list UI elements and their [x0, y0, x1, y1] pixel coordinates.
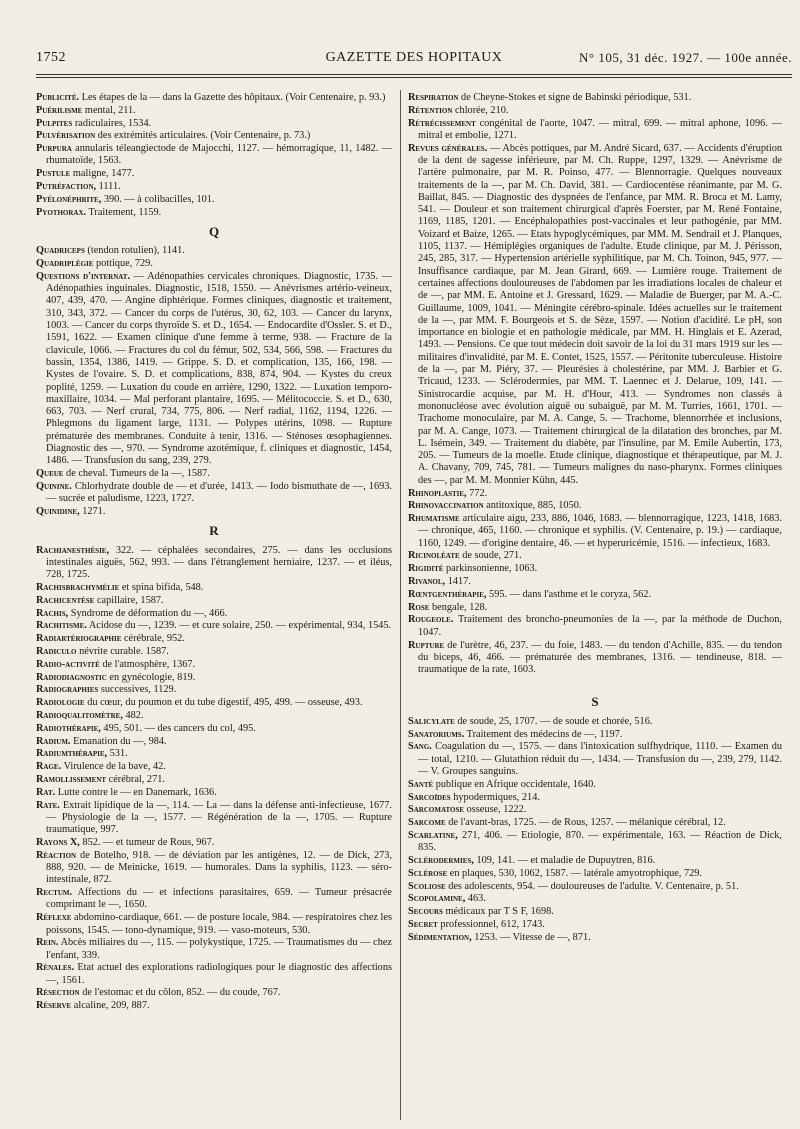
index-entry	[36, 582, 392, 594]
entry-text: bengale, 128.	[429, 601, 488, 613]
entry-text: de cheval. Tumeurs de la —, 1587.	[63, 468, 210, 480]
index-entry	[36, 92, 392, 104]
entry-text: 495, 501. — des cancers du col, 495.	[100, 722, 256, 734]
entry-headword: Rachis,	[36, 607, 69, 619]
entry-text: en gynécologie, 819.	[106, 671, 196, 683]
index-entry	[36, 736, 392, 748]
entry-headword: Rage.	[36, 761, 62, 773]
entry-headword: Secours	[408, 906, 443, 918]
entry-text: mental, 211.	[82, 104, 136, 116]
entry-text: Emanation du —, 984.	[70, 735, 167, 747]
index-entry	[36, 506, 392, 518]
entry-headword: Rigidité	[408, 563, 444, 575]
entry-text: Les étapes de la — dans la Gazette des hôpitaux. (Voir Centenaire, p. 93.)	[79, 92, 386, 103]
index-entry	[36, 837, 392, 849]
index-entry	[408, 488, 782, 500]
entry-headword: Queue	[36, 468, 64, 480]
entry-headword: Réaction	[36, 849, 77, 861]
index-entry	[36, 684, 392, 696]
index-entry	[408, 105, 782, 117]
group-p	[36, 92, 392, 219]
index-entry	[36, 672, 392, 684]
index-entry	[36, 723, 392, 735]
entry-text: de soude, 271.	[459, 550, 522, 562]
entry-text: de l'urètre, 46, 237. — du foie, 1483. — du tendon d'Achille, 835. — du tendon du biceps, 46, 466. — prématurée des membranes, 1316. — tendineuse, 818. — traumatique de la rate, 1603.	[418, 639, 782, 676]
entry-text: Traitement des médecins de —, 1197.	[464, 728, 623, 740]
index-entry	[36, 761, 392, 773]
index-entry	[408, 830, 782, 855]
entry-headword: Rougeole.	[408, 614, 454, 626]
entry-text: de l'estomac et du côlon, 852. — du coude, 767.	[79, 987, 281, 999]
entry-text: annularis téleangiectode de Majocchi, 1127. — hémorragique, 11, 1482. — rhumatoïde, 1563.	[46, 143, 392, 167]
entry-headword: Radiographies	[36, 684, 99, 696]
entry-headword: Rénales.	[36, 962, 75, 974]
entry-headword: Rhumatisme	[408, 513, 460, 525]
entry-headword: Rœntgenthérapie,	[408, 588, 487, 600]
index-entry	[408, 500, 782, 512]
index-entry	[36, 748, 392, 760]
entry-text: cérébral, 271.	[106, 773, 165, 785]
index-entry	[408, 919, 782, 931]
entry-headword: Radio-activité	[36, 658, 100, 670]
entry-text: alcaline, 209, 887.	[71, 1000, 150, 1012]
index-entry	[36, 130, 392, 142]
entry-headword: Radiumthérapie,	[36, 748, 108, 760]
entry-text: Chlorhydrate double de — et d'urée, 1413. — Iodo bismuthate de —, 1693. — sucrée et paludisme, 1223, 1727.	[46, 480, 392, 505]
entry-headword: Quinine.	[36, 480, 72, 492]
index-entry	[408, 143, 782, 487]
entry-text: congénital de l'aorte, 1047. — mitral, 699. — mitral aphone, 1096. — mitral et embolie, 1271.	[418, 117, 782, 141]
entry-headword: Putréfaction,	[36, 181, 97, 193]
entry-headword: Réserve	[36, 1000, 72, 1012]
index-entry	[408, 893, 782, 905]
entry-text: 271, 406. — Etiologie, 870. — expérimentale, 163. — Réaction de Dick, 835.	[418, 829, 782, 854]
header-rule-double	[36, 77, 792, 78]
index-entry	[36, 774, 392, 786]
entry-text: professionnel, 612, 1743.	[437, 919, 545, 930]
index-entry	[36, 787, 392, 799]
entry-headword: Sang.	[408, 741, 432, 753]
group-s	[408, 716, 782, 944]
entry-headword: Ricinoléate	[408, 550, 460, 562]
entry-headword: Rétention	[408, 104, 453, 116]
index-entry	[408, 716, 782, 728]
entry-text: 772.	[466, 487, 488, 499]
group-q	[36, 245, 392, 518]
index-entry	[36, 181, 392, 193]
entry-text: Virulence de la bave, 42.	[61, 761, 166, 773]
entry-text: Abcès miliaires du —, 115. — polykystique, 1725. — Traumatismes du — chez l'enfant, 339.	[46, 937, 392, 961]
index-entry	[36, 937, 392, 962]
page-number: 1752	[36, 50, 66, 65]
index-entry	[36, 633, 392, 645]
index-entry	[408, 868, 782, 880]
index-entry	[408, 817, 782, 829]
entry-text: cérébrale, 952.	[121, 633, 185, 645]
journal-title: GAZETTE DES HOPITAUX	[325, 50, 503, 65]
entry-text: 595. — dans l'asthme et le coryza, 562.	[486, 588, 652, 600]
entry-headword: Réflexe	[36, 912, 72, 924]
index-entry	[408, 589, 782, 601]
entry-text: des extrémités articulaires. (Voir Centenaire, p. 73.)	[95, 130, 311, 142]
entry-text: des adolescents, 954. — douloureuses de l'adulte. V. Centenaire, p. 51.	[445, 880, 739, 892]
entry-text: 531.	[107, 748, 128, 760]
entry-headword: Ramollissement	[36, 773, 107, 785]
entry-headword: Résection	[36, 987, 80, 999]
entry-text: et spina bifida, 548.	[119, 581, 204, 593]
entry-headword: Sarcome	[408, 817, 446, 829]
entry-text: successives, 1129.	[98, 684, 177, 696]
index-entry	[36, 646, 392, 658]
entry-headword: Quinidine,	[36, 506, 80, 517]
index-entry	[408, 563, 782, 575]
index-entry	[36, 468, 392, 480]
entry-text: maligne, 1477.	[70, 168, 135, 180]
entry-text: pottique, 729.	[93, 258, 153, 270]
index-entry	[36, 987, 392, 999]
entry-headword: Pyothorax.	[36, 206, 87, 218]
entry-headword: Rachicentèse	[36, 594, 95, 606]
entry-text: parkinsonienne, 1063.	[443, 563, 538, 575]
entry-headword: Radiodiagnostic	[36, 671, 107, 683]
entry-headword: Rate.	[36, 799, 60, 811]
entry-text: 463.	[465, 893, 486, 905]
entry-headword: Rachitisme.	[36, 620, 87, 632]
entry-text: en plaques, 530, 1062, 1587. — latérale amyotrophique, 729.	[447, 867, 702, 879]
index-entry	[36, 207, 392, 219]
entry-text: hypodermiques, 214.	[450, 791, 540, 803]
entry-text: — Adénopathies cervicales chroniques. Diagnostic, 1735. — Adénopathies inguinales. Diagnostic, 1518, 1550. — Anévrismes artério-veineux, 407, 439, 470. — Angine diphtérique. Formes cliniques, diagnostic et traitement, 310, 343, 372. — Cancer du corps de l'utérus, 30, 62, 103. — Cancer du larynx, 1003. — Cancer du corps thyroïde S. et D., 1654. — Endocardite d'Ossler. S. et D., 1591, 1622. — Examen clinique d'une femme à terme, 938. — Fracture de la clavicule, 1066. — Fractures du col du fémur, 502, 534, 566, 598. — Fractures du bassin, 1354, 1386, 1419. — Grippe. S. D. et complication, 135, 166, 198. — Kystes de l'ovaire. S. D. et complications, 838, 874, 904. — Kystes du creux poplité, 1259. — Luxation du coude en arrière, 1290, 1322. — Luxation temporo-maxillaire, 1034. — Mal perforant plantaire, 1695. — Mélitococcie. S. et D., 630, 663, 703. — Nerf crural, 734, 775, 806. — Nerf radial, 1162, 1194, 1226. — Phlegmons du ligament large, 1131. — Polypes utérins, 1098. — Rupture prématurée des membranes. Conduite à tenir, 1316. — Sténoses œsophagiennes. Diagnostic des —, 970. — Syndrome azotémique, f. cliniques et diagnostic, 1454, 1486. — Transfusion du sang, 239, 279.	[46, 270, 392, 467]
entry-text: Lutte contre le — en Danemark, 1636.	[55, 786, 217, 798]
entry-text: osseuse, 1222.	[464, 804, 527, 816]
index-entry	[408, 602, 782, 614]
entry-headword: Scopolamine,	[408, 893, 466, 905]
entry-headword: Sédimentation,	[408, 931, 472, 943]
entry-text: de Botelho, 918. — de déviation par les antigènes, 12. — de Dick, 273, 888, 920. — de Meinicke, 1619. — humorales. Dans la syphilis, 1123. — séro-intestinale, 872.	[46, 849, 392, 886]
entry-text: chlorée, 210.	[452, 104, 509, 116]
entry-headword: Pulpites	[36, 117, 73, 129]
index-entry	[408, 614, 782, 639]
entry-text: névrite curable. 1587.	[76, 645, 169, 657]
index-entry	[408, 729, 782, 741]
index-entry	[36, 1000, 392, 1012]
entry-text: Extrait lipidique de la —, 114. — La — dans la défense anti-infectieuse, 1677. — Physiologie de la —, 1577. — Régénération de la —, 1705. — Rupture traumatique, 997.	[46, 799, 392, 836]
entry-headword: Radiculo	[36, 645, 77, 657]
entry-headword: Rhinovaccination	[408, 500, 484, 512]
index-entry	[408, 513, 782, 550]
index-entry	[408, 881, 782, 893]
entry-text: Acidose du —, 1239. — et cure solaire, 250. — expérimental, 934, 1545.	[86, 620, 392, 632]
entry-text: antitoxique, 885, 1050.	[483, 500, 582, 512]
entry-headword: Quadriplégie	[36, 258, 94, 270]
index-entry	[36, 850, 392, 887]
entry-headword: Sclérodermies,	[408, 855, 474, 867]
index-entry	[36, 887, 392, 912]
index-entry	[36, 620, 392, 632]
entry-headword: Rivanol,	[408, 576, 446, 588]
index-entry	[408, 804, 782, 816]
entry-headword: Pyélonéphrite,	[36, 193, 102, 205]
index-entry	[36, 659, 392, 671]
entry-headword: Salicylate	[408, 715, 455, 727]
entry-headword: Revues générales.	[408, 142, 488, 154]
index-entry	[36, 143, 392, 168]
entry-text: Syndrome de déformation du —, 466.	[68, 607, 228, 619]
entry-headword: Rein.	[36, 937, 59, 949]
entry-text: Affections du — et infections parasitaires, 659. — Tumeur présacrée comprimant le —, 1650.	[46, 887, 392, 911]
entry-text: de l'avant-bras, 1725. — de Rous, 1257. — mélanique cérébral, 12.	[445, 817, 726, 829]
entry-text: 322. — céphalées secondaires, 275. — dans les occlusions intestinales aiguës, 562, 993. — dans l'étranglement herniaire, 1237. — et iléus, 728, 1725.	[46, 544, 392, 581]
index-entry	[408, 550, 782, 562]
entry-headword: Pulvérisation	[36, 130, 96, 142]
entry-headword: Rhinoplastie,	[408, 487, 467, 499]
header-rule	[36, 74, 792, 75]
left-column	[36, 92, 392, 1013]
group-r	[36, 545, 392, 1013]
entry-headword: Publicité.	[36, 92, 80, 103]
entry-text: de Cheyne-Stokes et signe de Babinski périodique, 531.	[458, 92, 692, 103]
index-entry	[408, 906, 782, 918]
entry-text: de soude, 25, 1707. — de soude et chorée, 516.	[454, 715, 653, 727]
letter-heading-q: Q	[208, 223, 220, 239]
entry-headword: Rachianesthésie,	[36, 544, 110, 556]
entry-headword: Scoliose	[408, 880, 446, 892]
entry-text: abdomino-cardiaque, 661. — de posture locale, 984. — respiratoires chez les poissons, 1545. — tono-dynamique, 919. — vaso-moteurs, 530.	[46, 912, 392, 936]
entry-text: (tendon rotulien), 1141.	[84, 245, 185, 257]
entry-text: radiculaires, 1534.	[72, 117, 152, 129]
entry-headword: Quadriceps	[36, 245, 85, 257]
column-divider	[400, 90, 401, 1120]
issue-info: N° 105, 31 déc. 1927. — 100e année.	[579, 50, 792, 65]
letter-heading-r: R	[209, 523, 219, 539]
index-entry	[36, 608, 392, 620]
entry-headword: Rupture	[408, 639, 445, 651]
page-header	[36, 50, 792, 74]
entry-text: du cœur, du poumon et du tube digestif, 495, 499. — osseuse, 493.	[84, 697, 363, 709]
index-entry	[36, 245, 392, 257]
entry-headword: Radioqualitomètre,	[36, 709, 123, 721]
index-entry	[36, 912, 392, 937]
entry-text: 1417.	[445, 576, 471, 588]
entry-text: Etat actuel des explorations radiologiques pour le diagnostic des affections —, 1561.	[46, 962, 392, 986]
entry-text: Traitement, 1159.	[86, 206, 162, 218]
entry-headword: Sarcomatose	[408, 804, 465, 816]
entry-headword: Radium.	[36, 735, 71, 747]
entry-text: 109, 141. — et maladie de Dupuytren, 816.	[473, 855, 656, 867]
entry-text: 1111.	[96, 181, 121, 193]
entry-text: 852. — et tumeur de Rous, 967.	[79, 836, 215, 848]
right-column	[408, 92, 782, 945]
index-entry	[408, 640, 782, 677]
entry-headword: Santé	[408, 778, 434, 790]
entry-headword: Scarlatine,	[408, 829, 458, 841]
entry-headword: Radiartériographie	[36, 633, 122, 645]
index-entry	[36, 962, 392, 987]
entry-text: de l'atmosphère, 1367.	[99, 658, 196, 670]
entry-headword: Puérilisme	[36, 104, 83, 116]
entry-headword: Rose	[408, 601, 430, 613]
entry-text: Coagulation du —, 1575. — dans l'intoxication sulfhydrique, 1110. — Examen du — total, 1210. — Glutathion réduit du —, 1434. — Transfusion du —, 239, 279, 1142. — V. Groupes sanguins.	[418, 741, 782, 777]
entry-text: 482.	[122, 709, 144, 721]
index-entry	[408, 118, 782, 143]
index-entry	[408, 855, 782, 867]
index-entry	[408, 92, 782, 104]
entry-headword: Radiologie	[36, 697, 85, 709]
index-entry	[408, 792, 782, 804]
entry-headword: Rat.	[36, 786, 56, 798]
entry-headword: Rayons X,	[36, 836, 80, 848]
index-entry	[408, 741, 782, 778]
index-entry	[36, 194, 392, 206]
entry-headword: Sanatoriums.	[408, 728, 465, 740]
entry-headword: Rachisbrachymélie	[36, 581, 120, 593]
entry-text: articulaire aigu, 233, 886, 1046, 1683. — blennorragique, 1223, 1418, 1683. — chronique, 465, 1160. — chronique et syphilis. (V. Centenaire, p. 19.) — cardiaque, 1160, 1249. — d'origine dentaire, 46. — et hyperuricémie, 1516. — infectieux, 1683.	[418, 513, 782, 549]
index-entry	[408, 932, 782, 944]
index-entry	[36, 800, 392, 837]
index-entry	[408, 779, 782, 791]
entry-headword: Rétrécissement	[408, 117, 476, 129]
entry-text: 390. — à colibacilles, 101.	[101, 193, 215, 205]
index-entry	[36, 481, 392, 506]
letter-heading-s: S	[591, 694, 599, 710]
entry-text: 1253. — Vitesse de —, 871.	[471, 931, 591, 943]
index-entry	[36, 118, 392, 130]
index-entry	[36, 697, 392, 709]
entry-headword: Purpura	[36, 143, 72, 155]
entry-text: publique en Afrique occidentale, 1640.	[433, 778, 596, 790]
index-entry	[36, 105, 392, 117]
group-r-continued	[408, 92, 782, 676]
entry-text: — Abcès pottiques, par M. André Sicard, 637. — Accidents d'éruption de la dent de sagesse inférieure, par M. Ch. Ruppe, 1297, 1329. — Anévrisme de l'artère pulmonaire, par M. R. Poinso, 477. — Blennorragie. Quelques nouveaux traitements de la —, par M. Ch. David, 381. — Cardiocentèse réanimante, par M. G. Baillat, 845. — Diagnostic des dyspnées de l'enfance, par MM. R. Broca et M. Lamy, 541. — Douleur et son traitement chirurgical d'après Foerster, par M. René Fontaine, 1169, 1185, 1201. — Encéphalopathies post-vaccinales et leur pathogénie, par MM. Voizard et Baize, 1265. — Etats hypoglycémiques, par MM. M. Sendrail et J. Planques, 1105, 1137. — Hémiplégies organiques de l'adulte. Etude clinique, par M. J. Périsson, 245, 285, 317. — Hypertension artérielle syphilitique, par M. Ch. Toinon, 945, 977. — Insuffisance cardiaque, par M. Jean Girard, 669. — Lumière rouge. Traitement de certaines affections douloureuses de l'abdomen par les irradiations locales de chaleur et de —, par MM. E. Antoine et J. Gressard, 1629. — Maladie de Buerger, par M. A.-C. Guillaume, 1009, 1041. — Méningite cérébro-spinale. Idées actuelles sur le traitement de la —, par MM. F. Bourgeois et S. de Sèze, 1597. — Notion d'acidité. Le pH, son importance en biologie et en pathologie médicale, par MM. H. Hinglais et E. Azerad, 1493. — Pensions. Ce que tout médecin doit savoir de la loi du 31 mars 1919 sur les — militaires d'invalidité, par M. E. Contet, 1525, 1557. — Péritonite tuberculeuse. Histoire de la —, par M. Piéry, 37. — Pleurésies à cholestérine, par MM. J. Barbier et G. Tricaud, 1233. — Sclérodermies, par MM. T. Laennec et J. Delarue, 109, 141. — Sinistrocardie acquise, par M. H. d'Hour, 413. — Syndromes non classés à mononucléose avec évolution aiguë ou subaiguë, par M. M. Turries, 1661, 1701. — Trachome monoculaire, par M. A. Cange, 5. — Trachome, blennorrhée et inclusions, par M. A. Cange, 1073. — Traitement chirurgical de la dilatation des bronches, par M. L. Isémein, 349. — Traitement du diabète, par l'insuline, par M. Emile Aubertin, 173, 205. — Tumeurs de la moelle. Etude clinique, diagnostique et thérapeutique, par M. J. A. Chavany, 709, 745, 781. — Tumeurs malignes du naso-pharynx. Formes cliniques des —, par M. M. Monnier Kühn, 445.	[418, 142, 783, 486]
entry-headword: Sarcoïdes	[408, 791, 451, 803]
entry-text: médicaux par T S F, 1698.	[442, 906, 554, 918]
entry-headword: Radiothérapie,	[36, 722, 101, 734]
entry-headword: Pustule	[36, 168, 71, 180]
index-entry	[36, 710, 392, 722]
index-entry	[36, 545, 392, 582]
entry-headword: Respiration	[408, 92, 459, 103]
entry-headword: Rectum.	[36, 887, 73, 899]
index-entry	[408, 576, 782, 588]
entry-text: Traitement des broncho-pneumonies de la —, par la méthode de Duchon, 1047.	[418, 614, 782, 638]
entry-text: 1271.	[79, 506, 106, 517]
entry-headword: Sclérose	[408, 867, 448, 879]
entry-headword: Secret	[408, 919, 438, 930]
entry-headword: Questions d'internat.	[36, 270, 131, 282]
index-entry	[36, 168, 392, 180]
entry-text: capillaire, 1587.	[94, 594, 164, 606]
index-entry	[36, 595, 392, 607]
index-entry	[36, 271, 392, 468]
index-entry	[36, 258, 392, 270]
